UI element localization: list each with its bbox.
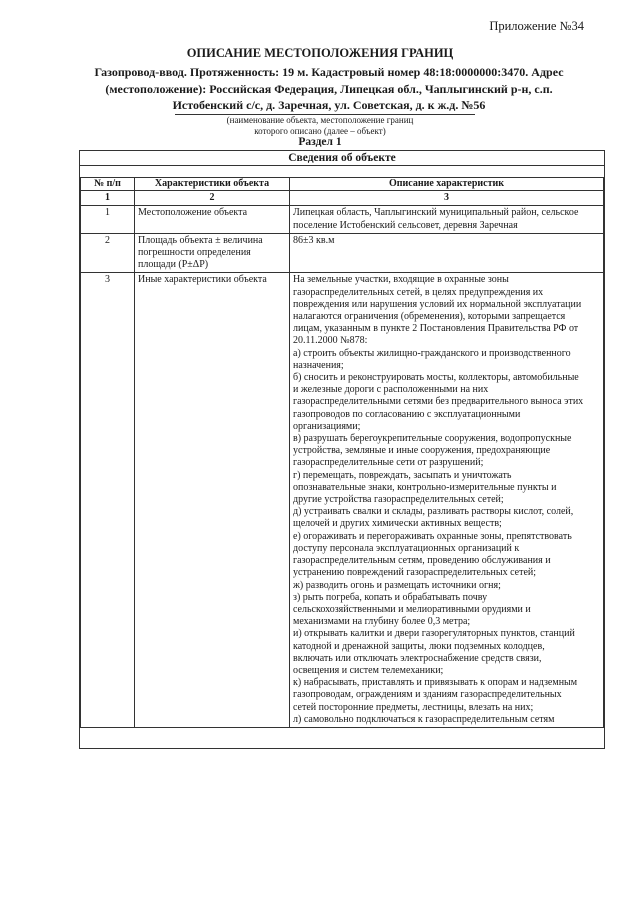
description-line: а) строить объекты жилищно-гражданского и производственного (293, 347, 571, 359)
characteristic-line: площади (Р±ΔР) (138, 259, 209, 271)
description-line: сельскохозяйственными и мелиоративными орудиями и (293, 603, 531, 615)
row-characteristic: Иные характеристики объекта (135, 273, 290, 728)
description-line: назначения; (293, 359, 344, 371)
description-line: повреждения или нарушения условий их нормальной эксплуатации (293, 298, 582, 310)
description-line: д) устраивать свалки и склады, разливать растворы кислот, солей, (293, 506, 574, 518)
description-line: газораспределительные сети от разрушений; (293, 457, 484, 469)
section-heading: Раздел 1 (298, 136, 342, 148)
column-header-number: № п/п (81, 178, 135, 191)
description-line: Липецкая область, Чаплыгинский муниципальный район, сельское (293, 207, 579, 219)
description-line: включать или отключать электроснабжение средств связи, (293, 652, 542, 664)
description-line: налагаются ограничения (обременения), которыми запрещается (293, 311, 566, 323)
description-line: г) перемещать, повреждать, засыпать и уничтожать (293, 469, 512, 481)
description-line: устройства, земляные и иные сооружения, предохраняющие (293, 445, 551, 457)
description-line: газораспределительным сетям, проведению обслуживания и (293, 555, 551, 567)
characteristic-line: погрешности определения (138, 247, 251, 259)
description-line: л) самовольно подключаться к газораспределительным сетям (293, 713, 555, 725)
description-line: щелочей и других химически активных веществ; (293, 518, 502, 530)
row-description (290, 233, 604, 273)
description-line: газопроводам, ограждениям и зданиям газораспределительных (293, 689, 562, 701)
column-header-description: Описание характеристик (290, 178, 604, 191)
document-title: ОПИСАНИЕ МЕСТОПОЛОЖЕНИЯ ГРАНИЦ (186, 46, 454, 60)
object-description-line: Газопровод-ввод. Протяженность: 19 м. Кадастровый номер 48:18:0000000:3470. Адрес (94, 65, 564, 79)
object-description-line: Истобенский с/с, д. Заречная, ул. Советская, д. к ж.д. №56 (172, 98, 486, 112)
row-number: 2 (81, 233, 135, 273)
appendix-number: Приложение №34 (489, 19, 584, 33)
table-row (81, 206, 604, 233)
column-number-row (81, 191, 604, 206)
description-line: лицам, указанным в пункте 2 Постановления Правительства РФ от (293, 323, 579, 335)
description-line: поселение Истобенский сельсовет, деревня Заречная (293, 219, 518, 231)
row-description (290, 206, 604, 233)
column-number: 2 (135, 191, 290, 206)
description-line: газораспределительных сетей, в целях предупреждения их (293, 286, 544, 298)
description-line: в) разрушать берегоукрепительные сооружения, водопропускные (293, 433, 572, 445)
header-row (81, 178, 604, 191)
description-line: и) открывать калитки и двери газорегуляторных пунктов, станций (293, 628, 575, 640)
caption-line: (наименование объекта, местоположение границ (226, 115, 414, 125)
description-line: б) сносить и реконструировать мосты, коллекторы, автомобильные (293, 372, 579, 384)
description-line: 86±3 кв.м (293, 234, 335, 246)
caption-line: которого описано (далее – объект) (254, 126, 386, 136)
row-number: 3 (81, 273, 135, 728)
row-characteristic: Местоположение объекта (135, 206, 290, 233)
description-line: ж) разводить огонь и размещать источники огня; (293, 579, 501, 591)
caption (0, 115, 640, 137)
description-line: газораспределительными сетями без предварительного выноса этих (293, 396, 584, 408)
description-line: На земельные участки, входящие в охранные зоны (293, 274, 509, 286)
description-line: другие устройства газораспределительных сетей; (293, 494, 504, 506)
row-description (290, 273, 604, 728)
description-line: опознавательные знаки, контрольно-измерительные пункты и (293, 481, 557, 493)
table-row (81, 273, 604, 728)
description-line: е) огораживать и перегораживать охранные зоны, препятствовать (293, 530, 572, 542)
characteristic-line: Площадь объекта ± величина (138, 234, 263, 246)
column-header-characteristic: Характеристики объекта (135, 178, 290, 191)
description-line: газопроводов по согласованию с эксплуатационными (293, 408, 521, 420)
column-number: 1 (81, 191, 135, 206)
description-line: механизмами на глубину более 0,3 метра; (293, 616, 471, 628)
description-line: к) набрасывать, приставлять и привязывать к опорам и надземным (293, 677, 578, 689)
description-line: катодной и дренажной защиты, люки подземных колодцев, (293, 640, 545, 652)
object-description (76, 64, 582, 114)
description-line: и железные дороги с расположенными на них (293, 384, 489, 396)
description-line: устранению повреждений газораспределительных сетей; (293, 567, 537, 579)
object-info-table (80, 177, 604, 728)
description-line: освещения и систем телемеханики; (293, 664, 444, 676)
description-line: организациями; (293, 420, 361, 432)
description-line: доступу персонала эксплуатационных организаций к (293, 542, 520, 554)
row-characteristic (135, 233, 290, 273)
object-description-line: (местоположение): Российская Федерация, Липецкая обл., Чаплыгинский р-н, с.п. (105, 81, 553, 96)
description-line: 20.11.2000 №878: (293, 335, 368, 347)
table-title: Сведения об объекте (79, 150, 605, 166)
table-row (81, 233, 604, 273)
description-line: з) рыть погреба, копать и обрабатывать почву (293, 591, 488, 603)
column-number: 3 (290, 191, 604, 206)
row-number: 1 (81, 206, 135, 233)
description-line: сетей посторонние предметы, лестницы, влезать на них; (293, 701, 534, 713)
